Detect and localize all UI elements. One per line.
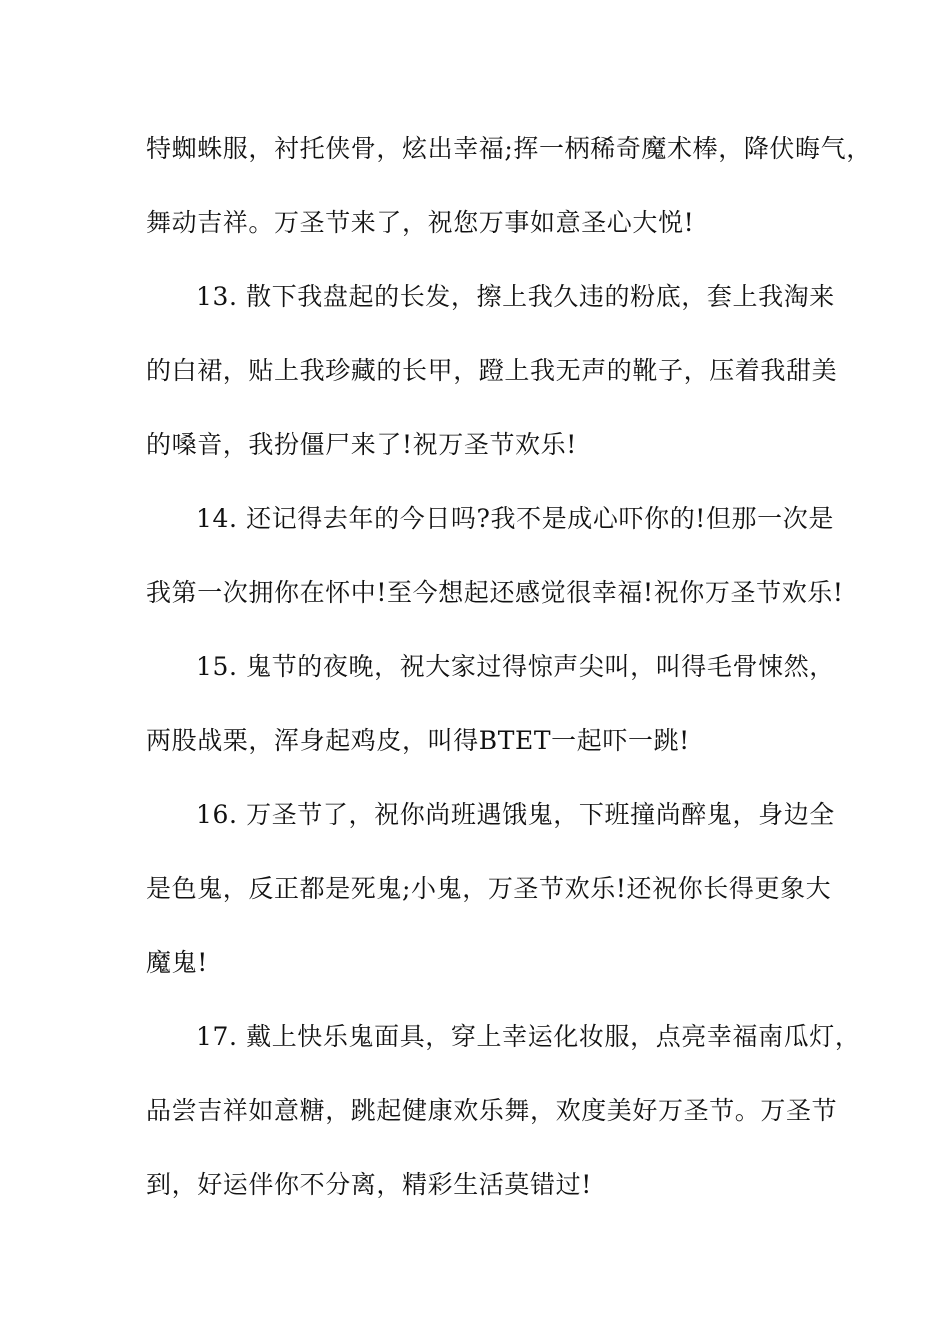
text-line: 的嗓音，我扮僵尸来了!祝万圣节欢乐! xyxy=(146,430,577,459)
document-body xyxy=(146,112,872,1222)
text-line-continuation: 舞动吉祥。万圣节来了，祝您万事如意圣心大悦! xyxy=(146,208,695,237)
paragraph-14-start: 14. 还记得去年的今日吗?我不是成心吓你的!但那一次是 xyxy=(196,504,834,533)
paragraph-17-start: 17. 戴上快乐鬼面具，穿上幸运化妆服，点亮幸福南瓜灯， xyxy=(196,1022,861,1051)
text-line: 魔鬼! xyxy=(146,948,208,977)
paragraph-15-start: 15. 鬼节的夜晚，祝大家过得惊声尖叫，叫得毛骨悚然， xyxy=(196,652,835,681)
text-line: 我第一次拥你在怀中!至今想起还感觉很幸福!祝你万圣节欢乐! xyxy=(146,578,844,607)
paragraph-16-start: 16. 万圣节了，祝你尚班遇饿鬼，下班撞尚醉鬼，身边全 xyxy=(196,800,835,829)
text-line: 品尝吉祥如意糖，跳起健康欢乐舞，欢度美好万圣节。万圣节 xyxy=(146,1096,838,1125)
text-line: 两股战栗，浑身起鸡皮，叫得BTET一起吓一跳! xyxy=(146,726,690,755)
text-line: 的白裙，贴上我珍藏的长甲，蹬上我无声的靴子，压着我甜美 xyxy=(146,356,838,385)
text-line: 到，好运伴你不分离，精彩生活莫错过! xyxy=(146,1170,592,1199)
text-line-continuation: 特蜘蛛服，衬托侠骨，炫出幸福;挥一柄稀奇魔术棒，降伏晦气， xyxy=(146,134,872,163)
paragraph-13-start: 13. 散下我盘起的长发，擦上我久违的粉底，套上我淘来 xyxy=(196,282,835,311)
text-line: 是色鬼，反正都是死鬼;小鬼，万圣节欢乐!还祝你长得更象大 xyxy=(146,874,832,903)
